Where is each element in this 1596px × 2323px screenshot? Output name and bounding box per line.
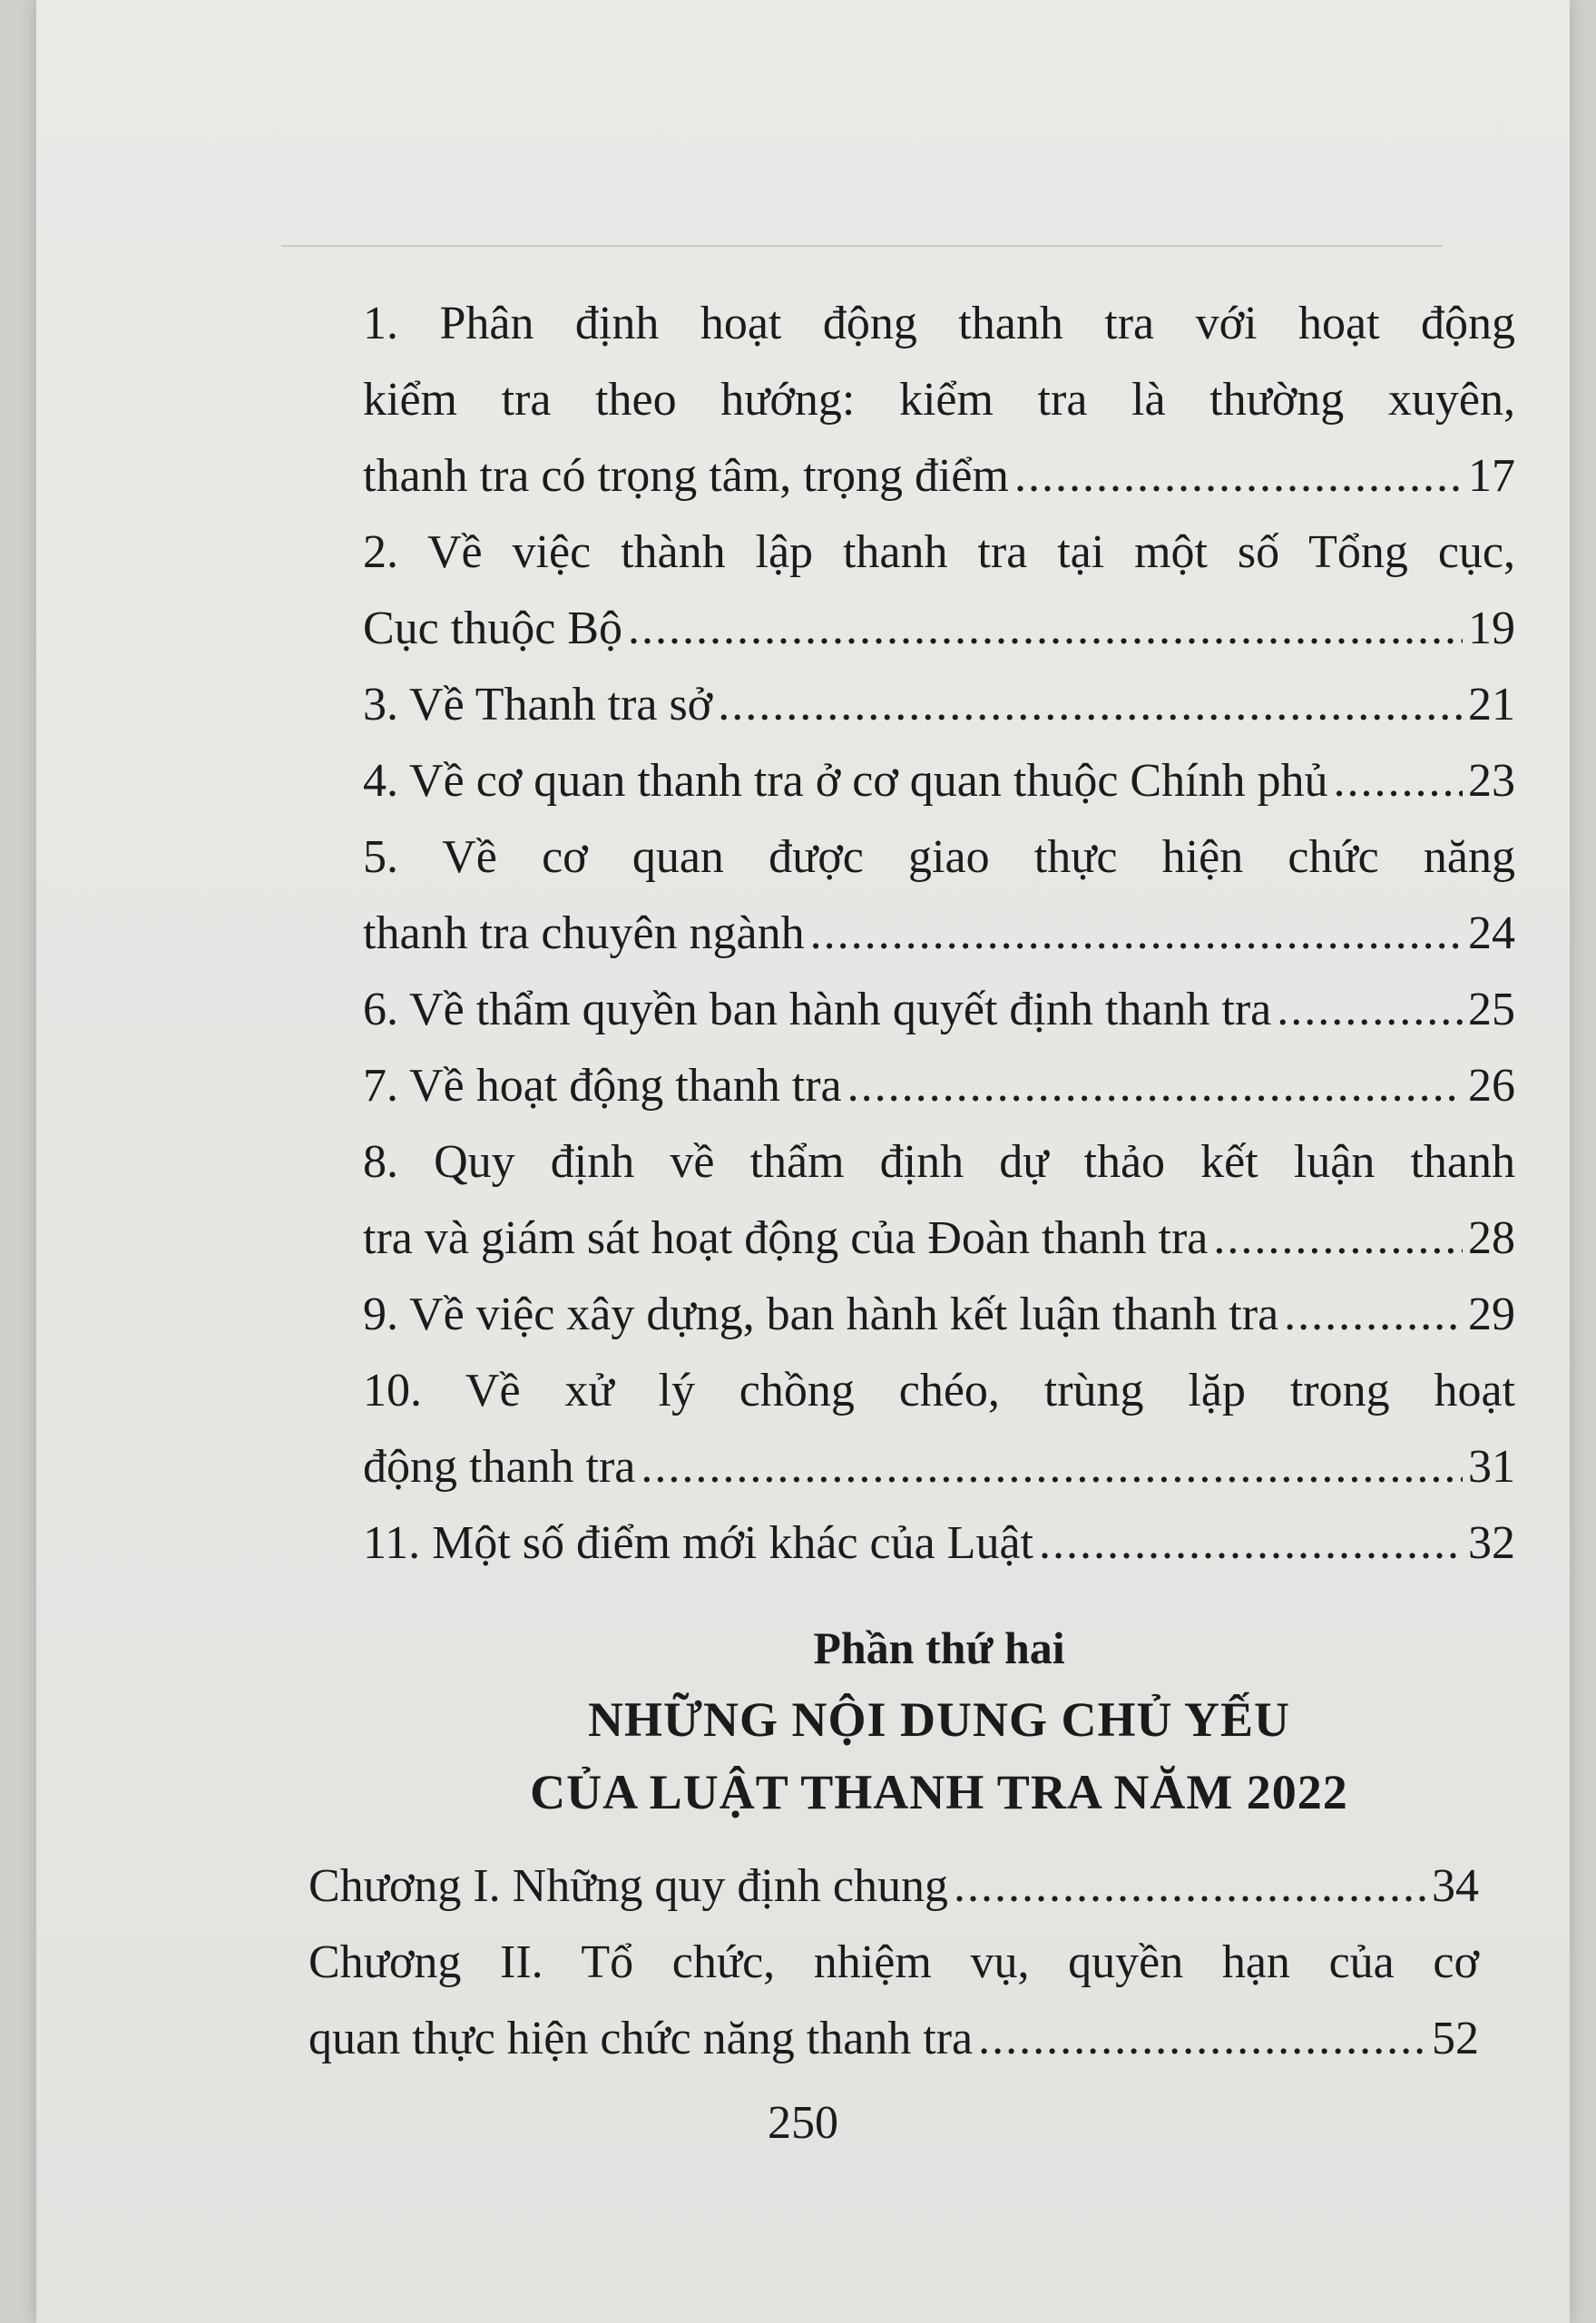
toc-entry-last-line [363, 1277, 1515, 1353]
toc-entry [363, 819, 1515, 972]
toc-entry-last-line [308, 1848, 1479, 1925]
toc-entry [363, 1124, 1515, 1277]
toc-page-number: 32 [1468, 1517, 1515, 1569]
toc-entry-title: 3. Về Thanh tra sở [363, 679, 713, 730]
dot-leader [1334, 743, 1463, 819]
dot-leader [847, 1048, 1463, 1124]
toc-entry [363, 743, 1515, 819]
table-of-contents [308, 286, 1515, 2077]
toc-entry-last-line [363, 438, 1515, 515]
toc-entry-title: 9. Về việc xây dựng, ban hành kết luận thanh tra [363, 1289, 1279, 1340]
toc-entry-line: 10. Về xử lý chồng chéo, trùng lặp trong hoạt [363, 1365, 1515, 1416]
dot-leader [1213, 1201, 1463, 1277]
toc-page-number: 23 [1468, 755, 1515, 807]
dot-leader [628, 591, 1463, 667]
toc-entry [363, 1353, 1515, 1505]
toc-entry-last-line [308, 2001, 1479, 2077]
toc-entry-line: 1. Phân định hoạt động thanh tra với hoạt động [363, 298, 1515, 349]
toc-entry-last-line [363, 667, 1515, 743]
bleed-through-rule [281, 245, 1443, 247]
dot-leader [1014, 438, 1463, 515]
toc-page-number: 24 [1468, 907, 1515, 959]
toc-entry-last-line [363, 1429, 1515, 1505]
toc-page-number: 52 [1432, 2013, 1479, 2064]
dot-leader [1039, 1505, 1463, 1582]
book-page [36, 0, 1570, 2323]
toc-entry-title: Cục thuộc Bộ [363, 603, 622, 654]
toc-page-number: 25 [1468, 984, 1515, 1035]
toc-entry [308, 1925, 1479, 2077]
toc-entry-title: tra và giám sát hoạt động của Đoàn thanh tra [363, 1212, 1209, 1264]
toc-page-number: 29 [1468, 1289, 1515, 1340]
dot-leader [641, 1429, 1463, 1505]
dot-leader [1284, 1277, 1463, 1353]
toc-entry-line: 2. Về việc thành lập thanh tra tại một số Tổng cục, [363, 526, 1515, 578]
dot-leader [954, 1848, 1426, 1925]
toc-entry [363, 515, 1515, 667]
toc-chapters [308, 1848, 1479, 2077]
toc-page-number: 26 [1468, 1060, 1515, 1112]
toc-page-number: 19 [1468, 603, 1515, 654]
section-heading [363, 1612, 1515, 1828]
toc-page-number: 31 [1468, 1441, 1515, 1493]
toc-entry-title: 6. Về thẩm quyền ban hành quyết định thanh tra [363, 984, 1272, 1035]
toc-entry-title: thanh tra có trọng tâm, trọng điểm [363, 450, 1009, 502]
toc-entry-line: 8. Quy định về thẩm định dự thảo kết luận thanh [363, 1136, 1515, 1188]
toc-entry [363, 667, 1515, 743]
toc-entry-last-line [363, 743, 1515, 819]
toc-page-number: 21 [1468, 679, 1515, 730]
toc-entry-title: động thanh tra [363, 1441, 636, 1493]
toc-entry-line: 5. Về cơ quan được giao thực hiện chức năng [363, 831, 1515, 883]
dot-leader [978, 2001, 1426, 2077]
toc-entry [363, 972, 1515, 1048]
toc-entry-last-line [363, 1048, 1515, 1124]
toc-entry [363, 286, 1515, 515]
dot-leader [718, 667, 1463, 743]
toc-entry [308, 1848, 1479, 1925]
section-title-line-2: CỦA LUẬT THANH TRA NĂM 2022 [530, 1765, 1348, 1819]
toc-page-number: 28 [1468, 1212, 1515, 1264]
toc-entry-last-line [363, 591, 1515, 667]
toc-entry-last-line [363, 972, 1515, 1048]
toc-entry-last-line [363, 1201, 1515, 1277]
toc-entry [363, 1048, 1515, 1124]
page-number: 250 [768, 2097, 838, 2149]
toc-entry-title: 11. Một số điểm mới khác của Luật [363, 1517, 1033, 1569]
dot-leader [1277, 972, 1463, 1048]
toc-entry-last-line [363, 1505, 1515, 1582]
toc-entry-line: Chương II. Tổ chức, nhiệm vụ, quyền hạn của cơ [308, 1936, 1479, 1988]
toc-entry [363, 1505, 1515, 1582]
toc-entry-title: thanh tra chuyên ngành [363, 907, 805, 959]
toc-entries [363, 286, 1515, 1582]
toc-entry-title: Chương I. Những quy định chung [308, 1860, 948, 1912]
dot-leader [810, 896, 1463, 972]
toc-page-number: 34 [1432, 1860, 1479, 1912]
toc-entry-title: 4. Về cơ quan thanh tra ở cơ quan thuộc Chính phủ [363, 755, 1328, 807]
toc-entry-line: kiểm tra theo hướng: kiểm tra là thường xuyên, [363, 374, 1515, 426]
section-part-label: Phần thứ hai [813, 1622, 1065, 1673]
toc-entry-title: 7. Về hoạt động thanh tra [363, 1060, 842, 1112]
toc-entry [363, 1277, 1515, 1353]
toc-entry-last-line [363, 896, 1515, 972]
toc-entry-title: quan thực hiện chức năng thanh tra [308, 2013, 974, 2064]
toc-page-number: 17 [1468, 450, 1515, 502]
section-title-line-1: NHỮNG NỘI DUNG CHỦ YẾU [588, 1692, 1290, 1747]
